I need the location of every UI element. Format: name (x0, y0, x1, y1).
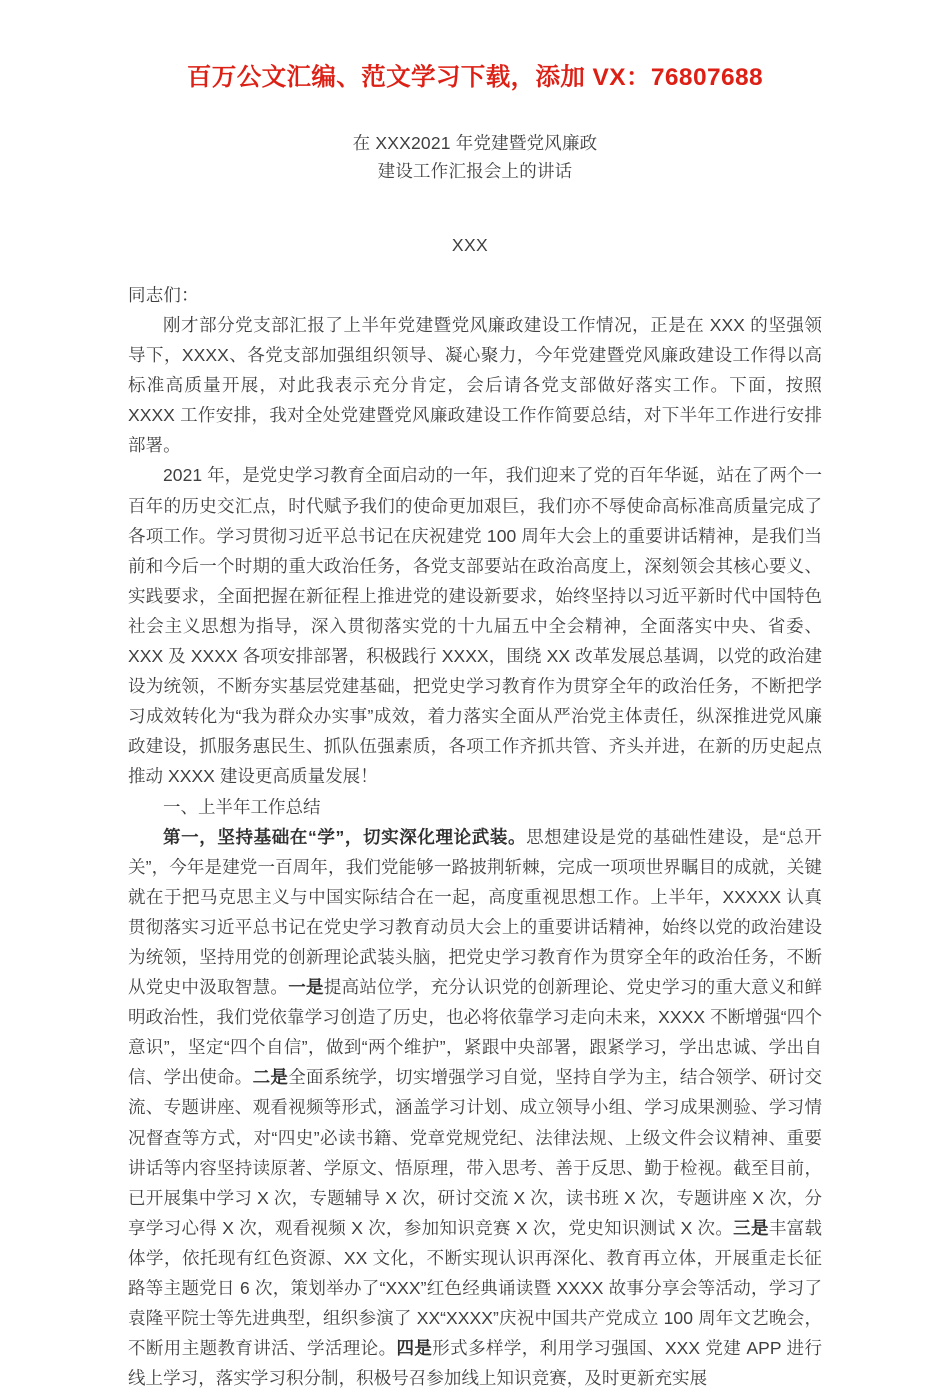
title-line-2: 建设工作汇报会上的讲话 (377, 161, 573, 181)
paragraph-2: 2021 年，是党史学习教育全面启动的一年，我们迎来了党的百年华诞，站在了两个一百年的历史交汇点，时代赋予我们的使命更加艰巨，我们亦不辱使命高标准高质量完成了各项工作。学习贯彻习近平总书记在庆祝建党 100 周年大会上的重要讲话精神，是我们当前和今后一个时期的重大政治任务，各党支部要站在政治高度上，深刻领会其核心要义、实践要求，全面把握在新征程上推进党的建设新要求，始终坚持以习近平新时代中国特色社会主义思想为指导，深入贯彻落实党的十九届五中全会精神，全面落实中央、省委、XXX 及 XXXX 各项安排部署，积极践行 XXXX，围绕 XX 改革发展总基调，以党的政治建设为统领，不断夯实基层党建基础，把党史学习教育作为贯穿全年的政治任务，不断把学习成效转化为“我为群众办实事”成效，着力落实全面从严治党主体责任，纵深推进党风廉政建设，抓服务惠民生、抓队伍强素质，各项工作齐抓共管、齐头并进，在新的历史起点推动 XXXX 建设更高质量发展！ (128, 465, 822, 787)
paragraph-3 (128, 822, 822, 1393)
paragraph-3-part-5: 形式多样学，利用学习强国、XXX 党建 APP 进行线上学习，落实学习积分制，积极号召参加线上知识竞赛，及时更新充实展 (128, 1338, 822, 1389)
title-line-1: 在 XXX2021 年党建暨党风廉政 (352, 133, 598, 153)
speaker-signature: XXX (451, 235, 489, 255)
paragraph-3-part-1: 思想建设是党的基础性建设，是“总开关”，今年是建党一百周年，我们党能够一路披荆斩棘，完成一项项世界瞩目的成就，关键就在于把马克思主义与中国实际结合在一起，高度重视思想工作。上半年，XXXXX 认真贯彻落实习近平总书记在党史学习教育动员大会上的重要讲话精神，始终以党的政治建设为统领，坚持用党的创新理论武装头脑，把党史学习教育作为贯穿全年的政治任务，不断从党史中汲取智慧。 (128, 826, 822, 998)
paragraph-3-marker-2: 二是 (252, 1067, 289, 1088)
paragraph-3-marker-4: 四是 (396, 1338, 433, 1359)
section-heading-1: 一、上半年工作总结 (163, 796, 321, 817)
paragraph-3-marker-1: 一是 (288, 977, 324, 998)
paragraph-3-part-2: 提高站位学，充分认识党的创新理论、党史学习的重大意义和鲜明政治性，我们党依靠学习创造了历史，也必将依靠学习走向未来，XXXX 不断增强“四个意识”，坚定“四个自信”，做到“两个维护”，紧跟中央部署，跟紧学习，学出忠诚、学出自信、学出使命。 (128, 977, 822, 1088)
salutation: 同志们： (128, 285, 199, 305)
watermark-banner (128, 0, 822, 93)
paragraph-3-marker-3: 三是 (733, 1217, 769, 1238)
page-title (128, 129, 822, 185)
paragraph-3-part-3: 全面系统学，切实增强学习自觉，坚持自学为主，结合领学、研讨交流、专题讲座、观看视频等形式，涵盖学习计划、成立领导小组、学习成果测验、学习情况督查等方式，对“四史”必读书籍、党章党规党纪、法律法规、上级文件会议精神、重要讲话等内容坚持读原著、学原文、悟原理，带入思考、善于反思、勤于检视。截至目前，已开展集中学习 X 次，专题辅导 X 次，研讨交流 X 次，读书班 X 次，专题讲座 X 次，分享学习心得 X 次，观看视频 X 次，参加知识竞赛 X 次，党史知识测试 X 次。 (128, 1067, 822, 1238)
paragraph-3-bold-lead: 第一，坚持基础在“学”，切实深化理论武装。 (163, 826, 527, 847)
paragraph-1: 刚才部分党支部汇报了上半年党建暨党风廉政建设工作情况，正是在 XXX 的坚强领导下，XXXX、各党支部加强组织领导、凝心聚力，今年党建暨党风廉政建设工作得以高标准高质量开展，对此我表示充分肯定，会后请各党支部做好落实工作。下面，按照 XXXX 工作安排，我对全处党建暨党风廉政建设工作作简要总结，对下半年工作进行安排部署。 (128, 315, 822, 456)
paragraph-3-part-4: 丰富载体学，依托现有红色资源、XX 文化，不断实现认识再深化、教育再立体，开展重走长征路等主题党日 6 次，策划举办了“XXX”红色经典诵读暨 XXXX 故事分享会等活动，学习了袁隆平院士等先进典型，组织参演了 XX“XXXX”庆祝中国共产党成立 100 周年文艺晚会，不断用主题教育讲活、学活理论。 (128, 1217, 823, 1359)
watermark-text: 百万公文汇编、范文学习下载，添加 VX：76807688 (186, 64, 764, 91)
